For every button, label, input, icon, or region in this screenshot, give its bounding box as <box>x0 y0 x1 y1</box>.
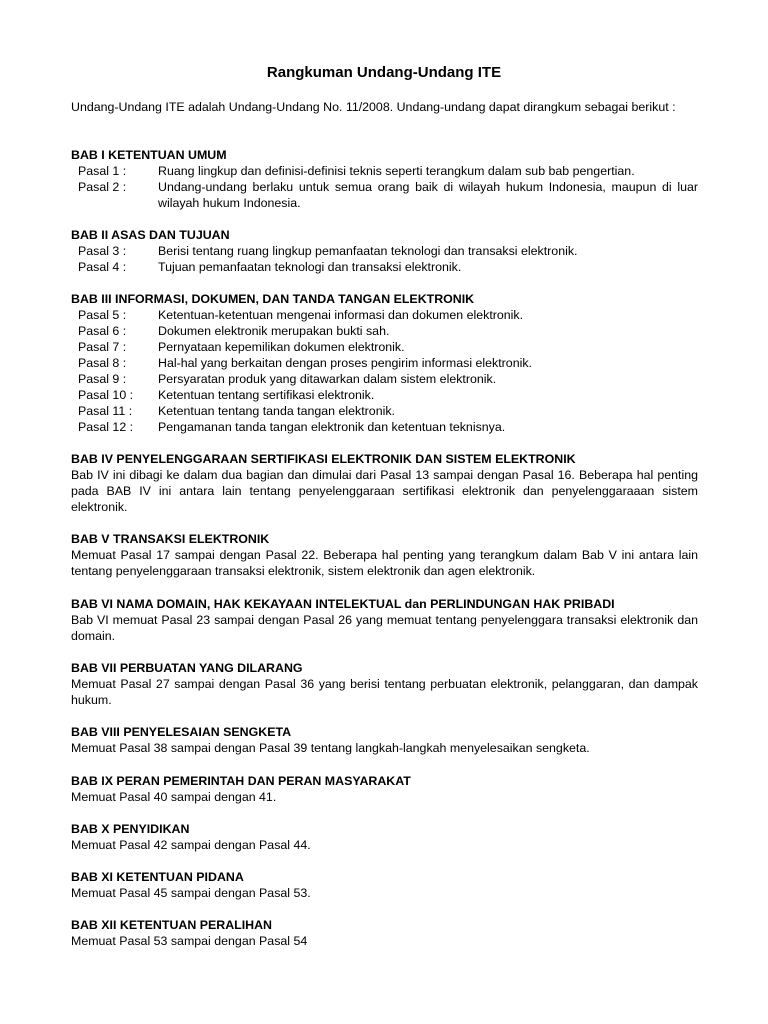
pasal-row <box>71 179 698 211</box>
section-bab-12 <box>71 917 698 949</box>
section-heading: BAB VI NAMA DOMAIN, HAK KEKAYAAN INTELEKTUAL dan PERLINDUNGAN HAK PRIBADI <box>71 597 615 611</box>
pasal-label: Pasal 2 : <box>78 180 127 194</box>
section-body: Memuat Pasal 17 sampai dengan Pasal 22. Beberapa hal penting yang terangkum dalam Bab V ini antara lain tentang penyelenggaraan transaksi elektronik, sistem elektronik dan agen elektronik. <box>71 548 698 578</box>
section-bab-1 <box>71 147 698 211</box>
section-heading: BAB V TRANSAKSI ELEKTRONIK <box>71 532 270 546</box>
pasal-text: Tujuan pemanfaatan teknologi dan transaksi elektronik. <box>158 260 462 274</box>
section-heading: BAB VIII PENYELESAIAN SENGKETA <box>71 725 292 739</box>
pasal-row <box>71 419 698 435</box>
intro-paragraph: Undang-Undang ITE adalah Undang-Undang No. 11/2008. Undang-undang dapat dirangkum sebagai berikut : <box>71 100 676 114</box>
pasal-text: Ruang lingkup dan definisi-definisi teknis seperti terangkum dalam sub bab pengertian. <box>158 164 635 178</box>
section-bab-4 <box>71 451 698 515</box>
section-heading: BAB VII PERBUATAN YANG DILARANG <box>71 661 303 675</box>
section-bab-10 <box>71 821 698 853</box>
pasal-row <box>71 307 698 323</box>
pasal-label: Pasal 12 : <box>78 420 134 434</box>
section-body: Memuat Pasal 42 sampai dengan Pasal 44. <box>71 838 311 852</box>
section-bab-9 <box>71 773 698 805</box>
pasal-text: Undang-undang berlaku untuk semua orang baik di wilayah hukum Indonesia, maupun di luar wilayah hukum Indonesia. <box>158 180 698 210</box>
section-body: Memuat Pasal 53 sampai dengan Pasal 54 <box>71 934 308 948</box>
section-bab-5 <box>71 531 698 579</box>
section-bab-2 <box>71 227 698 275</box>
pasal-label: Pasal 9 : <box>78 372 127 386</box>
section-body: Bab IV ini dibagi ke dalam dua bagian dan dimulai dari Pasal 13 sampai dengan Pasal 16. Beberapa hal penting pada BAB IV ini antara lain tentang penyelenggaraan sertifikasi elektronik dan penyelenggaraaan sistem elektronik. <box>71 468 698 514</box>
pasal-label: Pasal 5 : <box>78 308 127 322</box>
document-title: Rangkuman Undang-Undang ITE <box>266 64 502 81</box>
pasal-label: Pasal 3 : <box>78 244 127 258</box>
section-bab-7 <box>71 660 698 708</box>
pasal-row <box>71 259 698 275</box>
pasal-label: Pasal 10 : <box>78 388 134 402</box>
section-heading: BAB IV PENYELENGGARAAN SERTIFIKASI ELEKTRONIK DAN SISTEM ELEKTRONIK <box>71 452 576 466</box>
section-bab-6 <box>71 596 698 644</box>
section-bab-11 <box>71 869 698 901</box>
pasal-text: Ketentuan tentang tanda tangan elektronik. <box>158 404 395 418</box>
section-body: Memuat Pasal 45 sampai dengan Pasal 53. <box>71 886 311 900</box>
pasal-label: Pasal 8 : <box>78 356 127 370</box>
pasal-text: Persyaratan produk yang ditawarkan dalam sistem elektronik. <box>158 372 497 386</box>
pasal-row <box>71 387 698 403</box>
pasal-text: Pengamanan tanda tangan elektronik dan ketentuan teknisnya. <box>158 420 506 434</box>
pasal-text: Pernyataan kepemilikan dokumen elektronik. <box>158 340 405 354</box>
pasal-text: Ketentuan tentang sertifikasi elektronik. <box>158 388 375 402</box>
section-body: Memuat Pasal 38 sampai dengan Pasal 39 tentang langkah-langkah menyelesaikan sengketa. <box>71 741 590 755</box>
pasal-label: Pasal 1 : <box>78 164 127 178</box>
section-heading: BAB XII KETENTUAN PERALIHAN <box>71 918 273 932</box>
pasal-text: Ketentuan-ketentuan mengenai informasi dan dokumen elektronik. <box>158 308 524 322</box>
section-heading: BAB III INFORMASI, DOKUMEN, DAN TANDA TANGAN ELEKTRONIK <box>71 292 475 306</box>
pasal-row <box>71 163 698 179</box>
section-body: Memuat Pasal 40 sampai dengan 41. <box>71 790 277 804</box>
pasal-text: Dokumen elektronik merupakan bukti sah. <box>158 324 390 338</box>
pasal-row <box>71 243 698 259</box>
section-heading: BAB IX PERAN PEMERINTAH DAN PERAN MASYARAKAT <box>71 774 411 788</box>
pasal-row <box>71 339 698 355</box>
section-body: Bab VI memuat Pasal 23 sampai dengan Pasal 26 yang memuat tentang penyelenggara transaksi elektronik dan domain. <box>71 613 698 643</box>
section-bab-3 <box>71 291 698 435</box>
pasal-text: Hal-hal yang berkaitan dengan proses pengirim informasi elektronik. <box>158 356 532 370</box>
pasal-row <box>71 403 698 419</box>
pasal-label: Pasal 4 : <box>78 260 127 274</box>
section-heading: BAB II ASAS DAN TUJUAN <box>71 228 230 242</box>
section-bab-8 <box>71 724 698 756</box>
pasal-row <box>71 323 698 339</box>
section-body: Memuat Pasal 27 sampai dengan Pasal 36 yang berisi tentang perbuatan elektronik, pelanggaran, dan dampak hukum. <box>71 677 698 707</box>
section-heading: BAB XI KETENTUAN PIDANA <box>71 870 244 884</box>
pasal-text: Berisi tentang ruang lingkup pemanfaatan teknologi dan transaksi elektronik. <box>158 244 578 258</box>
section-heading: BAB I KETENTUAN UMUM <box>71 148 227 162</box>
pasal-row <box>71 371 698 387</box>
section-heading: BAB X PENYIDIKAN <box>71 822 190 836</box>
pasal-label: Pasal 7 : <box>78 340 127 354</box>
pasal-row <box>71 355 698 371</box>
pasal-label: Pasal 6 : <box>78 324 127 338</box>
pasal-label: Pasal 11 : <box>78 404 133 418</box>
